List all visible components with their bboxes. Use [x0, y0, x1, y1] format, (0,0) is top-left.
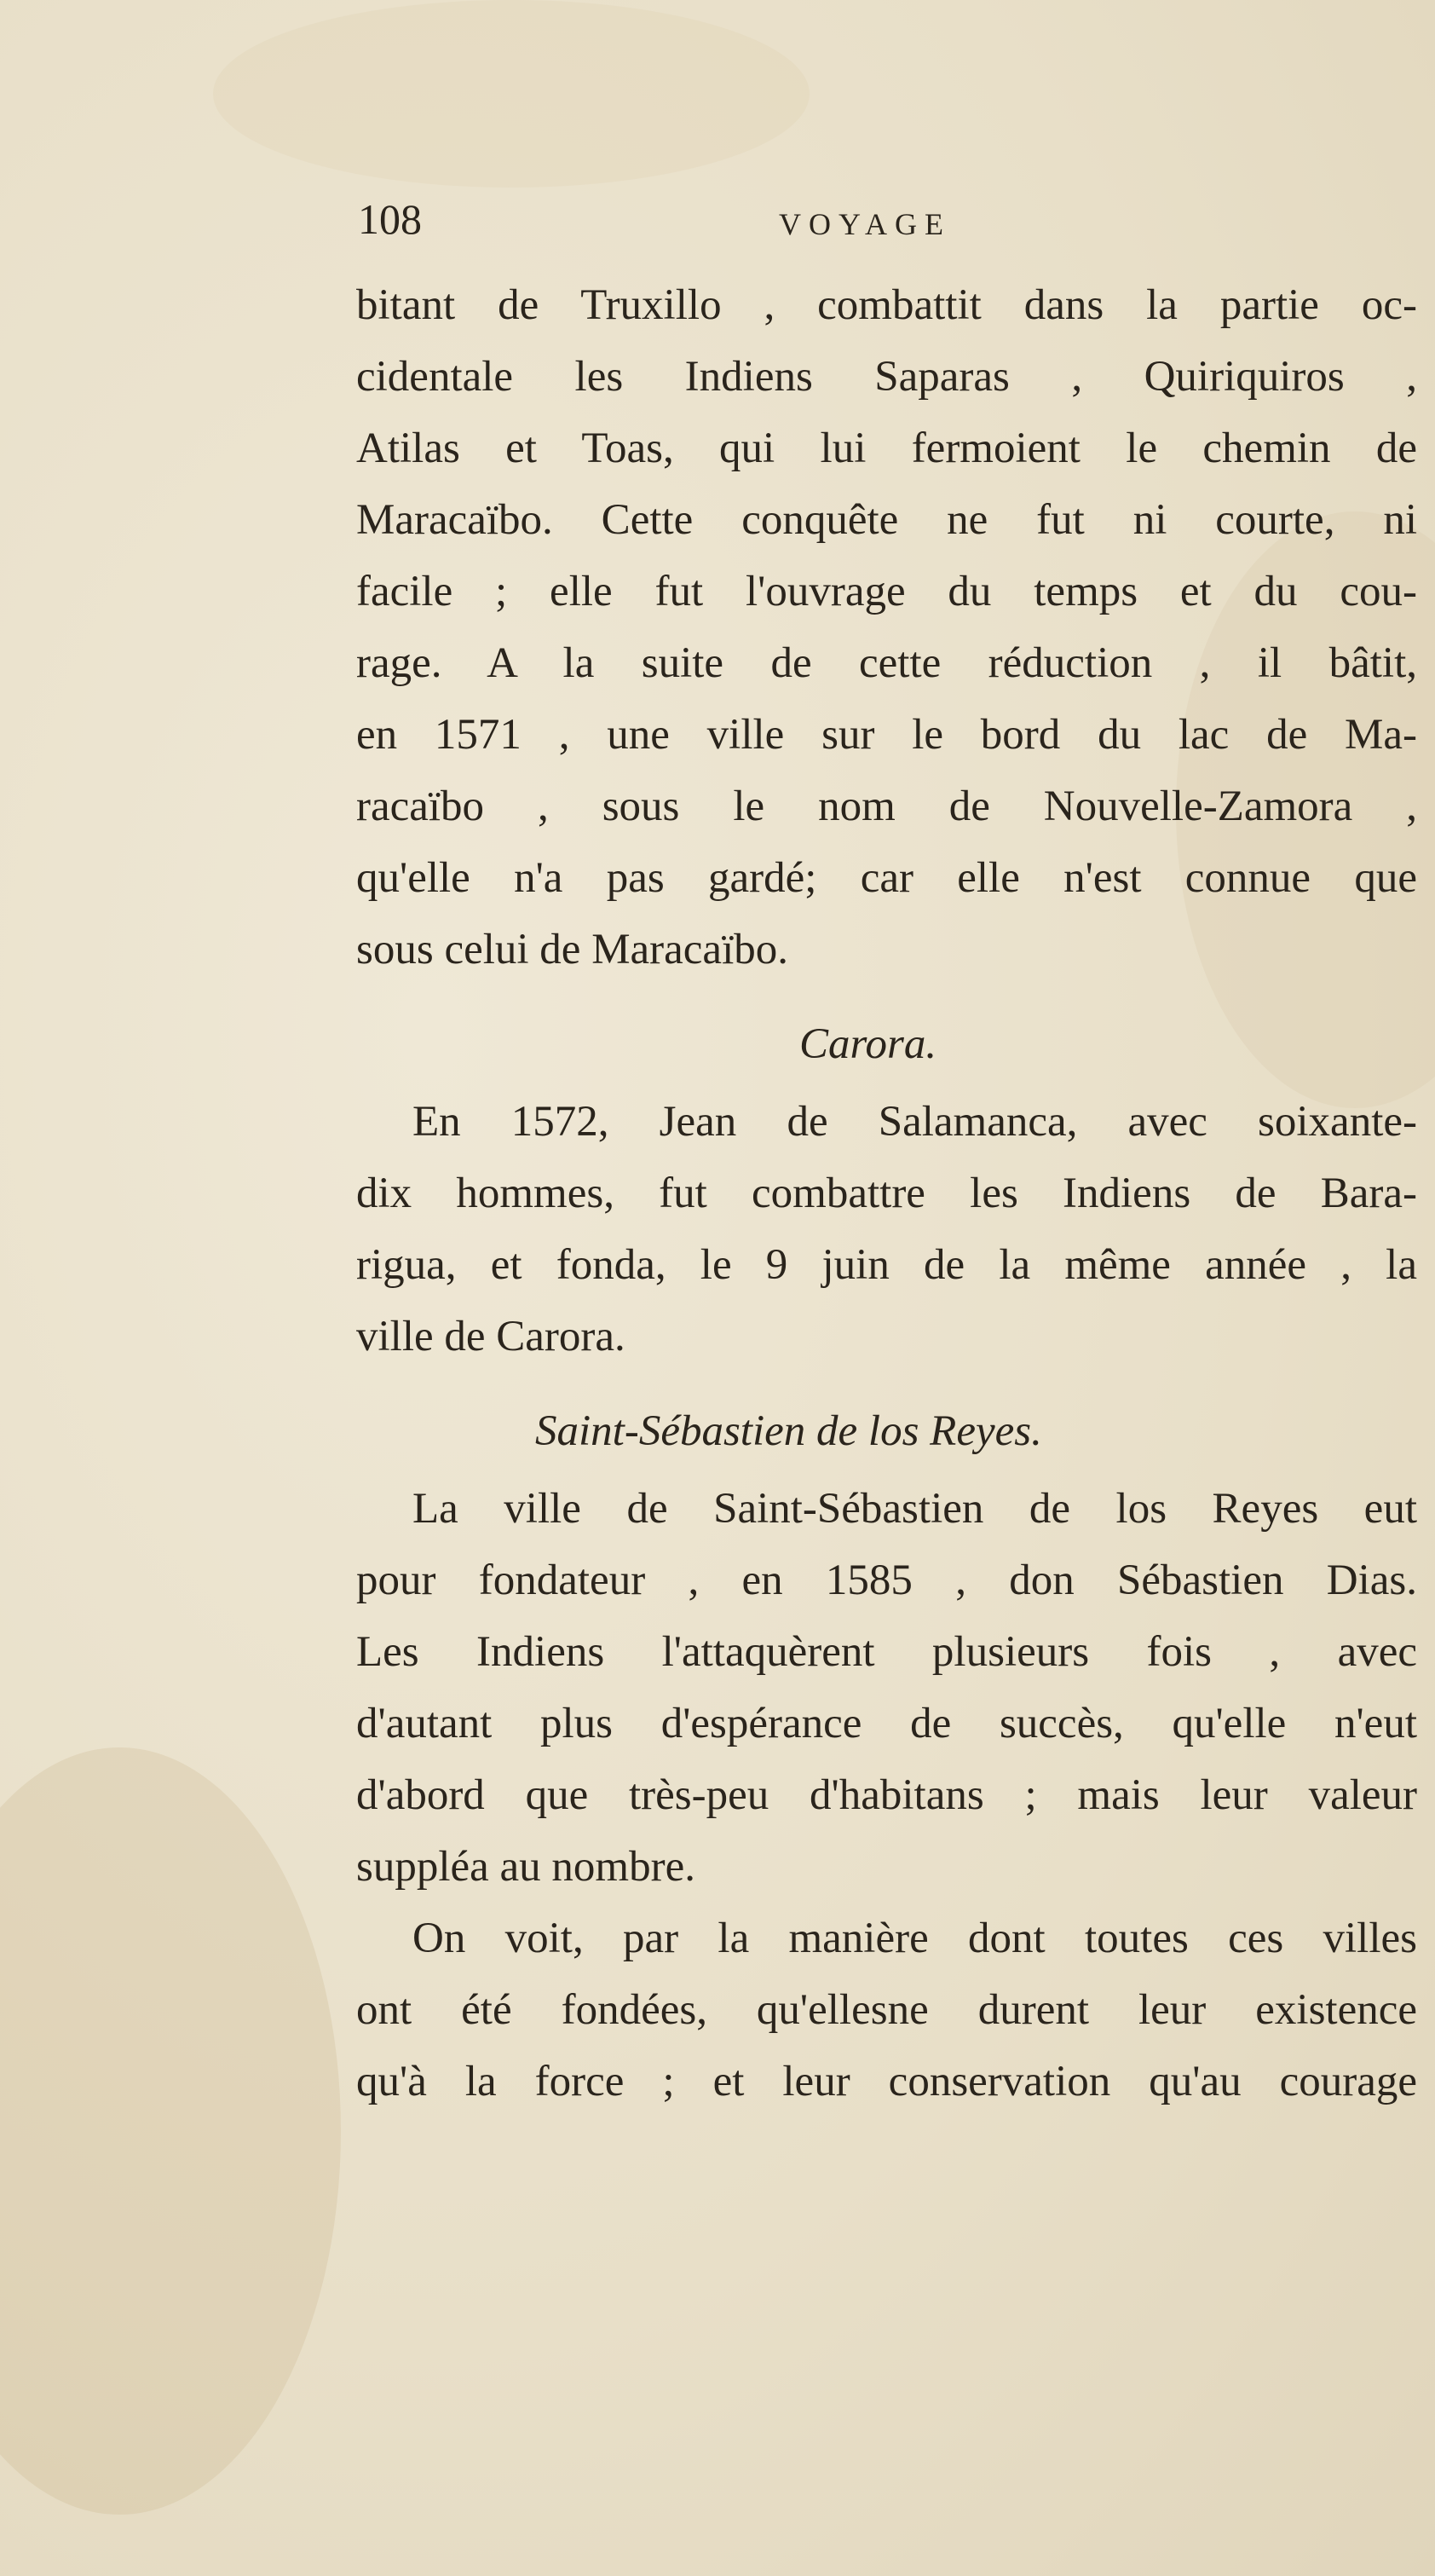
text-line: cidentale les Indiens Saparas , Quiriquiros , — [356, 353, 1417, 401]
text-line: d'autant plus d'espérance de succès, qu'elle n'eut — [356, 1700, 1417, 1747]
section-title-carora: Carora. — [799, 1020, 937, 1068]
paper-stain — [0, 1747, 341, 2515]
text-line: dix hommes, fut combattre les Indiens de Bara- — [356, 1170, 1417, 1217]
text-line: ville de Carora. — [356, 1313, 625, 1360]
text-line: Atilas et Toas, qui lui fermoient le chemin de — [356, 425, 1417, 472]
text-line: en 1571 , une ville sur le bord du lac de Ma- — [356, 711, 1417, 759]
text-line: sous celui de Maracaïbo. — [356, 926, 788, 973]
text-line: En 1572, Jean de Salamanca, avec soixante- — [412, 1098, 1417, 1146]
text-line: ont été fondées, qu'ellesne durent leur existence — [356, 1986, 1417, 2034]
text-line: qu'à la force ; et leur conservation qu'au courage — [356, 2058, 1417, 2105]
text-line: La ville de Saint-Sébastien de los Reyes eut — [412, 1485, 1417, 1533]
text-line: racaïbo , sous le nom de Nouvelle-Zamora , — [356, 783, 1417, 830]
running-head: VOYAGE — [779, 207, 951, 241]
text-line: Les Indiens l'attaquèrent plusieurs fois , avec — [356, 1628, 1417, 1676]
text-line: rigua, et fonda, le 9 juin de la même année , la — [356, 1241, 1417, 1289]
text-line: pour fondateur , en 1585 , don Sébastien Dias. — [356, 1557, 1417, 1604]
text-line: suppléa au nombre. — [356, 1843, 695, 1891]
text-line: rage. A la suite de cette réduction , il bâtit, — [356, 639, 1417, 687]
text-line: d'abord que très-peu d'habitans ; mais leur valeur — [356, 1771, 1417, 1819]
text-line: On voit, par la manière dont toutes ces villes — [412, 1915, 1417, 1962]
text-line: Maracaïbo. Cette conquête ne fut ni courte, ni — [356, 496, 1417, 544]
text-line: qu'elle n'a pas gardé; car elle n'est connue que — [356, 854, 1417, 902]
text-line: facile ; elle fut l'ouvrage du temps et du cou- — [356, 568, 1417, 615]
paper-stain — [213, 0, 810, 188]
body-text — [356, 269, 1417, 2117]
page-number: 108 — [358, 195, 422, 243]
page-header — [358, 194, 1423, 263]
section-title-saint-sebastien: Saint-Sébastien de los Reyes. — [535, 1407, 1042, 1455]
text-line: bitant de Truxillo , combattit dans la partie oc- — [356, 281, 1417, 329]
